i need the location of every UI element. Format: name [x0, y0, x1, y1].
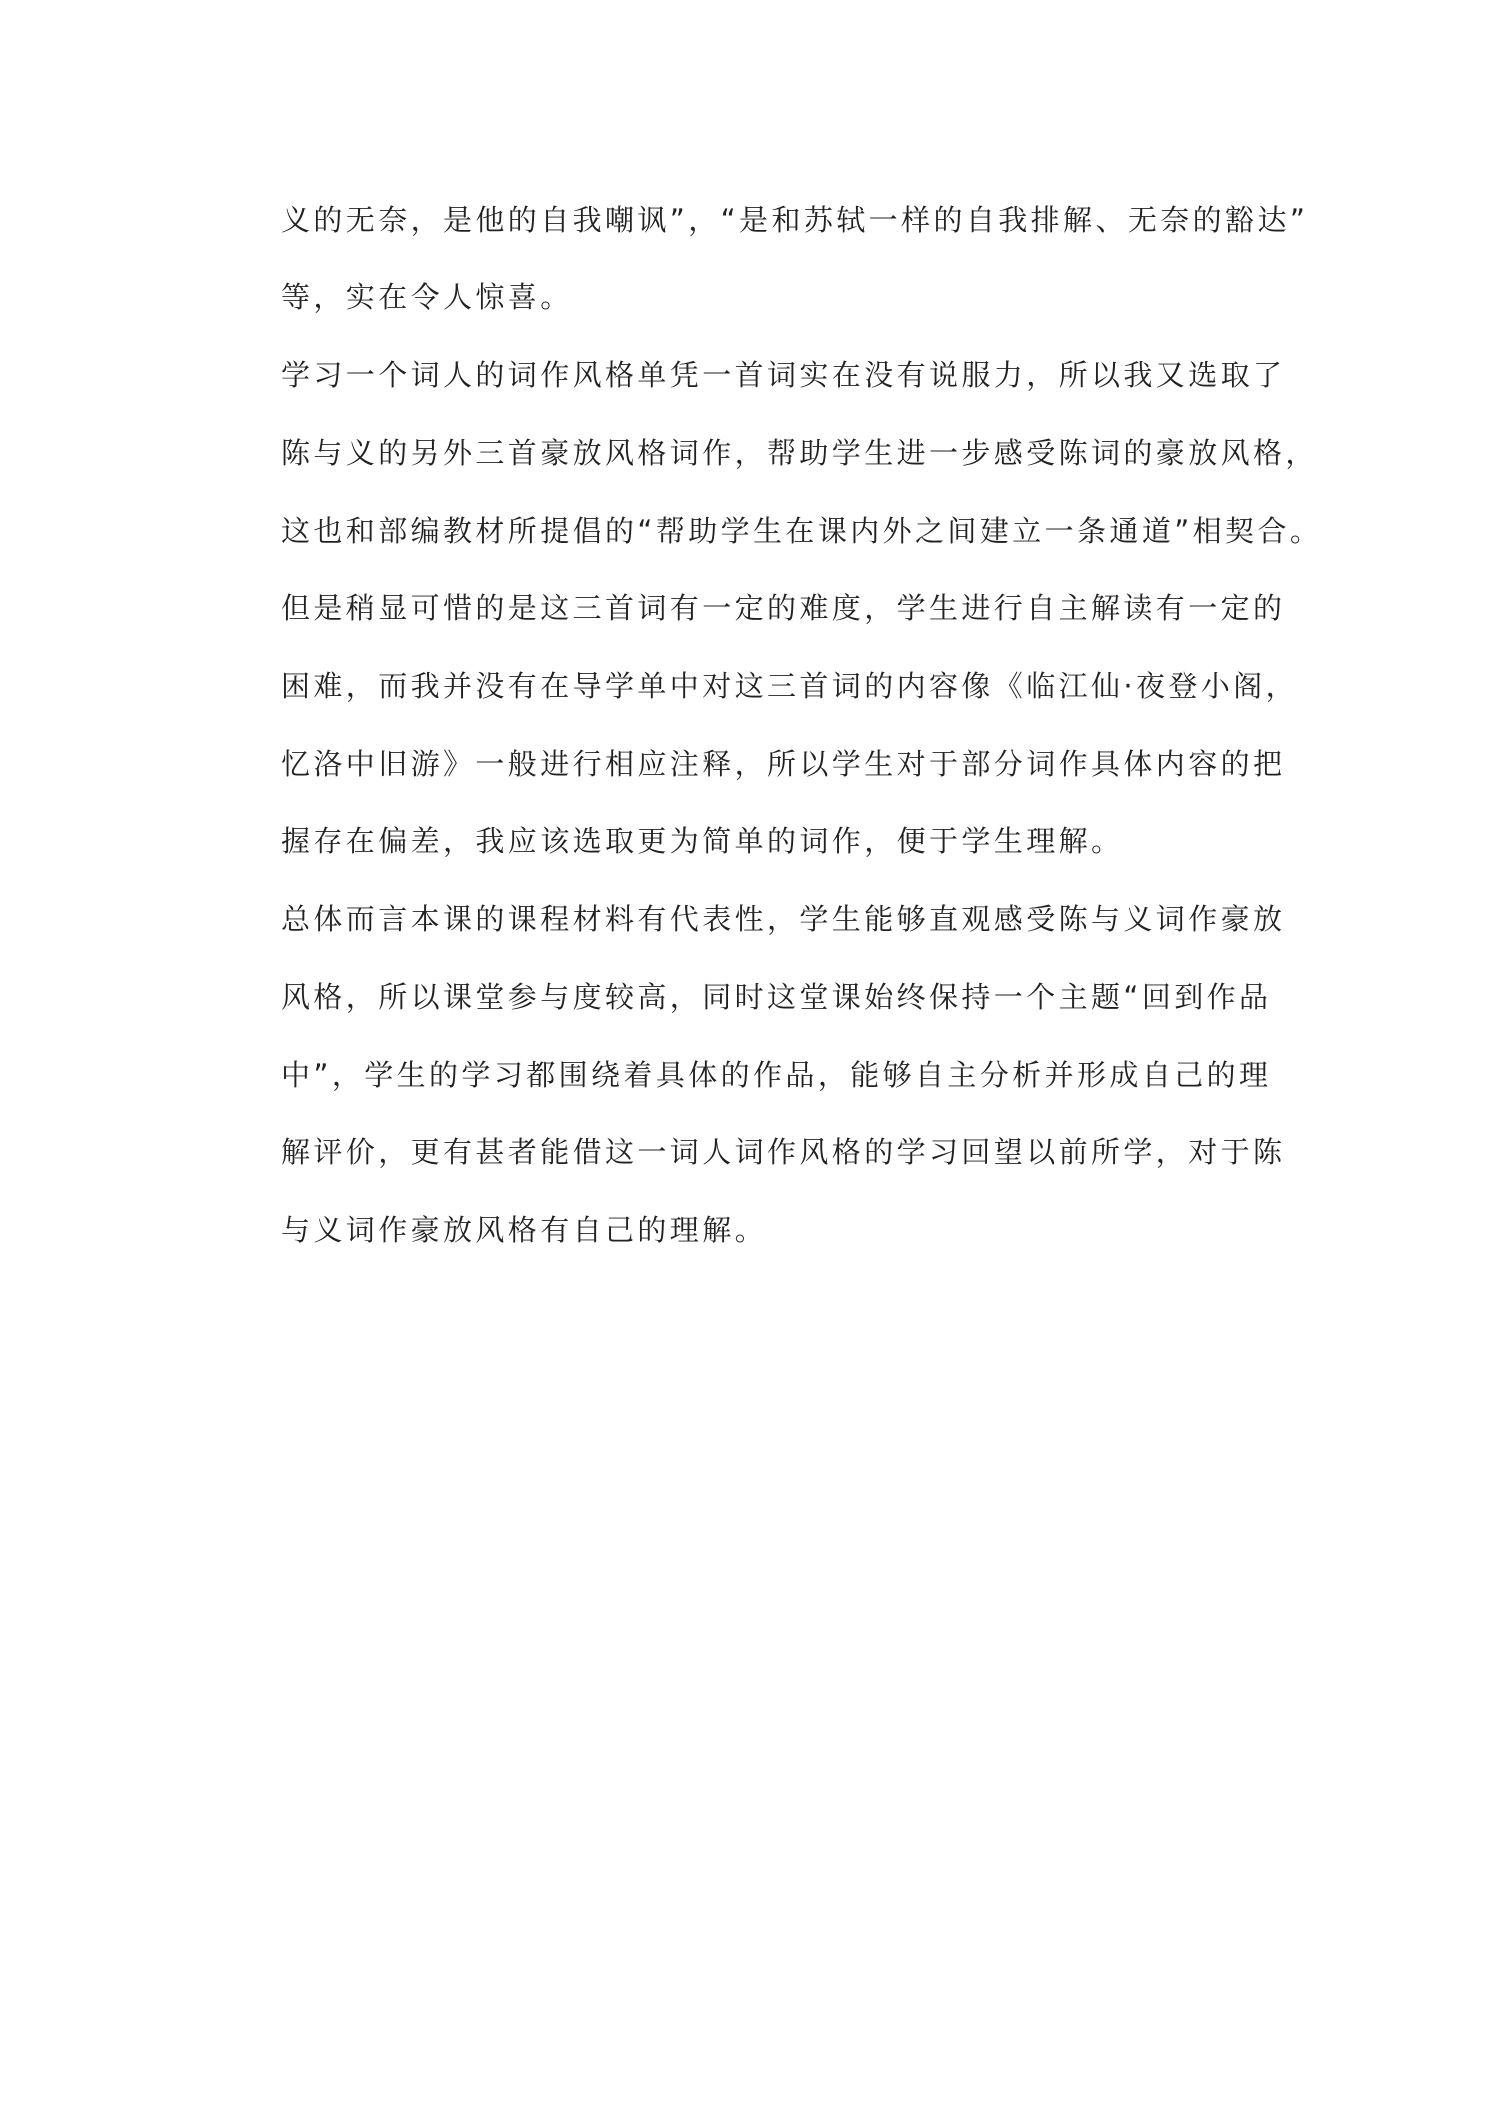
text-line: 义的无奈，是他的自我嘲讽”，“是和苏轼一样的自我排解、无奈的豁达”	[281, 203, 1309, 237]
text-line: 风格，所以课堂参与度较高，同时这堂课始终保持一个主题“回到作品	[281, 980, 1272, 1014]
text-line: 困难，而我并没有在导学单中对这三首词的内容像《临江仙·夜登小阁，	[281, 669, 1299, 703]
text-line: 解评价，更有甚者能借这一词人词作风格的学习回望以前所学，对于陈	[281, 1135, 1286, 1169]
text-line: 陈与义的另外三首豪放风格词作，帮助学生进一步感受陈词的豪放风格，	[281, 436, 1318, 470]
text-line: 握存在偏差，我应该选取更为简单的词作，便于学生理解。	[281, 824, 1124, 858]
text-line: 中”，学生的学习都围绕着具体的作品，能够自主分析并形成自己的理	[281, 1058, 1272, 1092]
text-line: 但是稍显可惜的是这三首词有一定的难度，学生进行自主解读有一定的	[281, 591, 1286, 625]
text-line: 与义词作豪放风格有自己的理解。	[281, 1213, 768, 1247]
text-line: 学习一个词人的词作风格单凭一首词实在没有说服力，所以我又选取了	[281, 358, 1286, 392]
text-line: 忆洛中旧游》一般进行相应注释，所以学生对于部分词作具体内容的把	[281, 747, 1286, 781]
text-line: 这也和部编教材所提倡的“帮助学生在课内外之间建立一条通道”相契合。	[281, 514, 1323, 548]
text-line: 总体而言本课的课程材料有代表性，学生能够直观感受陈与义词作豪放	[281, 902, 1286, 936]
text-line: 等，实在令人惊喜。	[281, 280, 573, 314]
